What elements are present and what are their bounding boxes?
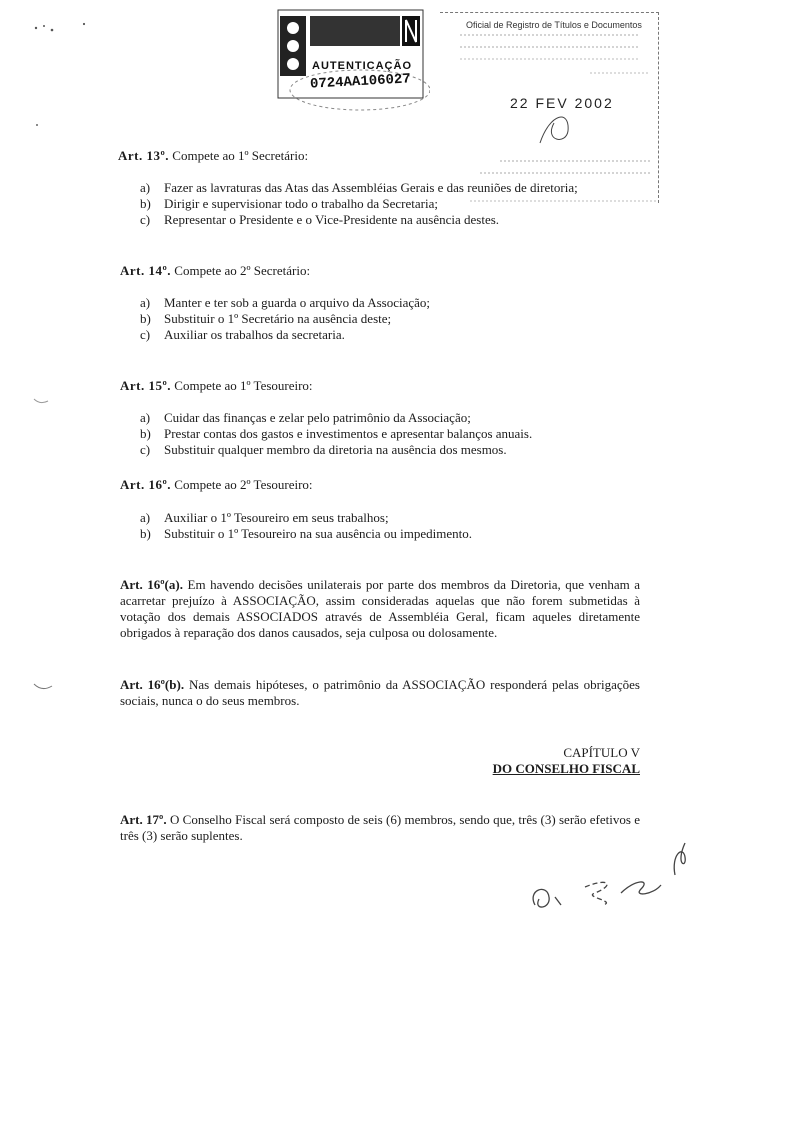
list-item [140,295,430,311]
margin-mark [32,395,52,407]
article-number: Art. 16º(a). [120,577,183,592]
item-text: Prestar contas dos gastos e investimentos e apresentar balanços anuais. [164,426,533,441]
list-item [140,426,532,442]
item-text: Auxiliar os trabalhos da secretaria. [164,327,345,342]
handwritten-initials-icon [525,835,705,925]
paragraph-text: O Conselho Fiscal será composto de seis (6) membros, sendo que, três (3) serão efetivos e três (3) serão suplentes. [120,812,640,843]
list-item [140,510,472,526]
item-marker: a) [140,410,151,425]
item-text: Dirigir e supervisionar todo o trabalho da Secretaria; [164,196,438,211]
chapter-subtitle: DO CONSELHO FISCAL [492,761,640,776]
chapter-title: CAPÍTULO V [563,745,640,760]
item-marker: b) [140,196,151,211]
authentication-stamp [270,8,430,118]
article-intro: Compete ao 1º Secretário: [172,148,309,163]
list-item [140,196,578,212]
item-text: Representar o Presidente e o Vice-Presidente na ausência destes. [164,212,500,227]
item-marker: b) [140,311,151,326]
article-number: Art. 15º. [120,378,172,393]
authentication-code: 0724AA106027 [309,71,412,93]
article-intro: Compete ao 2º Secretário: [174,263,311,278]
list-item [140,410,532,426]
list-item [140,311,430,327]
article-number: Art. 14º. [120,263,172,278]
scan-marks [32,18,102,38]
list-item [140,327,430,343]
item-text: Substituir o 1º Secretário na ausência deste; [164,311,392,326]
item-marker: a) [140,510,151,525]
item-marker: c) [140,212,151,227]
article-13-list [140,180,578,228]
item-text: Manter e ter sob a guarda o arquivo da Associação; [164,295,431,310]
item-marker: b) [140,526,151,541]
item-marker: c) [140,442,151,457]
article-16b-paragraph [120,677,640,709]
paragraph-text: Nas demais hipóteses, o patrimônio da ASSOCIAÇÃO responderá pelas obrigações sociais, nunca o do seus membros. [120,677,640,708]
list-item [140,180,578,196]
paragraph-text: Em havendo decisões unilaterais por parte dos membros da Diretoria, que venham a acarretar prejuízo à ASSOCIAÇÃO, assim consideradas aquelas que não forem submetidas à votação dos demais ASSOCIADOS através de Assembléia Geral, ficam aqueles diretamente obrigados à reparação dos danos causados, seja culposa ou dolosamente. [120,577,640,640]
article-15-list [140,410,532,458]
registry-office: Oficial de Registro de Títulos e Documentos [466,20,642,30]
list-item [140,526,472,542]
authentication-label: AUTENTICAÇÃO [312,60,412,72]
article-16-list [140,510,472,542]
item-text: Auxiliar o 1º Tesoureiro em seus trabalhos; [164,510,389,525]
registry-stamp [440,12,659,203]
registry-stamp-lines [440,13,658,203]
article-intro: Compete ao 1º Tesoureiro: [174,378,313,393]
item-text: Cuidar das finanças e zelar pelo patrimônio da Associação; [164,410,471,425]
article-number: Art. 17º. [120,812,167,827]
item-marker: c) [140,327,151,342]
article-14-list [140,295,430,343]
article-intro: Compete ao 2º Tesoureiro: [174,477,313,492]
item-marker: b) [140,426,151,441]
item-text: Substituir o 1º Tesoureiro na sua ausência ou impedimento. [164,526,472,541]
article-number: Art. 16º(b). [120,677,185,692]
chapter-heading [493,745,640,777]
item-marker: a) [140,295,151,310]
margin-mark [32,120,42,130]
article-16a-paragraph [120,577,640,641]
item-text: Substituir qualquer membro da diretoria na ausência dos mesmos. [164,442,507,457]
article-number: Art. 16º. [120,477,172,492]
article-14-heading [120,263,310,279]
article-15-heading [120,378,313,394]
list-item [140,442,532,458]
article-16-heading [120,477,313,493]
item-marker: a) [140,180,151,195]
list-item [140,212,578,228]
article-13-heading [118,148,308,164]
registry-date: 22 FEV 2002 [510,95,614,111]
article-number: Art. 13º. [118,148,170,163]
item-text: Fazer as lavraturas das Atas das Assembléias Gerais e das reuniões de diretoria; [164,180,578,195]
margin-mark [32,680,54,694]
